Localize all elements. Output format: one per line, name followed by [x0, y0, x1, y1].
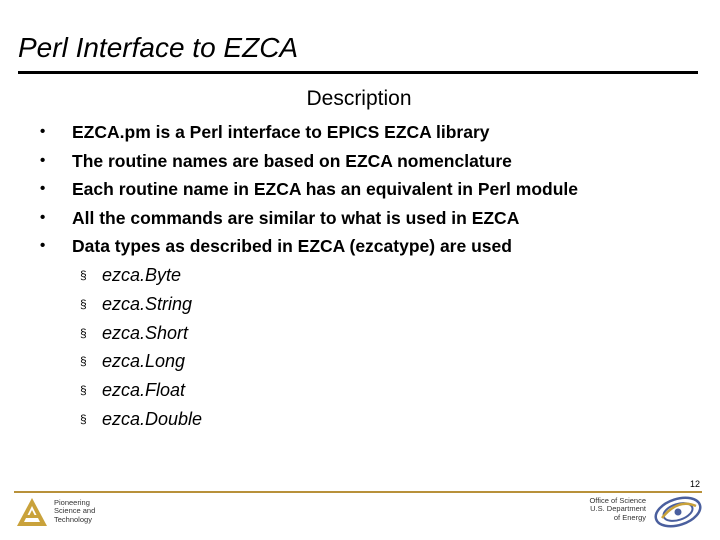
section-heading	[0, 88, 720, 109]
square-bullet-icon: §	[80, 383, 87, 398]
footer-office-line: U.S. Department	[590, 504, 646, 514]
footer-tagline	[54, 499, 95, 524]
footer-tagline-line: Technology	[54, 514, 92, 524]
square-bullet-icon: §	[80, 325, 87, 340]
slide-title: Perl Interface to EZCA	[18, 32, 299, 63]
doe-office-of-science-logo-icon	[652, 494, 704, 530]
sub-bullet-text: ezca.Byte	[102, 265, 182, 285]
bullet-icon: •	[40, 237, 46, 255]
footer-tagline-line: Science and	[54, 506, 96, 516]
bullet-icon: •	[40, 151, 46, 169]
bullet-icon: •	[40, 123, 46, 140]
square-bullet-icon: §	[80, 411, 87, 426]
sub-bullet-text: ezca.Short	[102, 322, 189, 343]
bullet-text: All the commands are similar to what is used in EZCA	[72, 207, 520, 228]
sub-bullet-text: ezca.Long	[102, 351, 186, 372]
square-bullet-icon: §	[80, 354, 87, 369]
bullet-text: Data types as described in EZCA (ezcatype) are used	[72, 236, 512, 257]
footer-tagline-line: Pioneering	[54, 498, 90, 507]
bullet-text: Each routine name in EZCA has an equivalent in Perl module	[72, 179, 578, 200]
sub-bullet-text: ezca.Float	[102, 380, 186, 401]
sub-bullet-text: ezca.String	[102, 293, 193, 314]
square-bullet-icon: §	[80, 268, 87, 282]
bullet-text: EZCA.pm is a Perl interface to EPICS EZCA library	[72, 122, 490, 142]
argonne-logo-icon	[16, 497, 48, 527]
footer-office-line: Office of Science	[589, 496, 646, 505]
square-bullet-icon: §	[80, 296, 87, 311]
section-heading-text: Description	[306, 87, 412, 110]
sub-bullet-text: ezca.Double	[102, 408, 203, 429]
bullet-text: The routine names are based on EZCA nomenclature	[72, 150, 512, 171]
footer-office-line: of Energy	[613, 512, 646, 522]
footer-office	[589, 497, 646, 522]
bullet-icon: •	[40, 208, 46, 226]
page-number: 12	[689, 479, 700, 489]
footer-rule	[14, 491, 702, 493]
bullet-icon: •	[40, 180, 46, 198]
title-underline	[18, 71, 698, 74]
